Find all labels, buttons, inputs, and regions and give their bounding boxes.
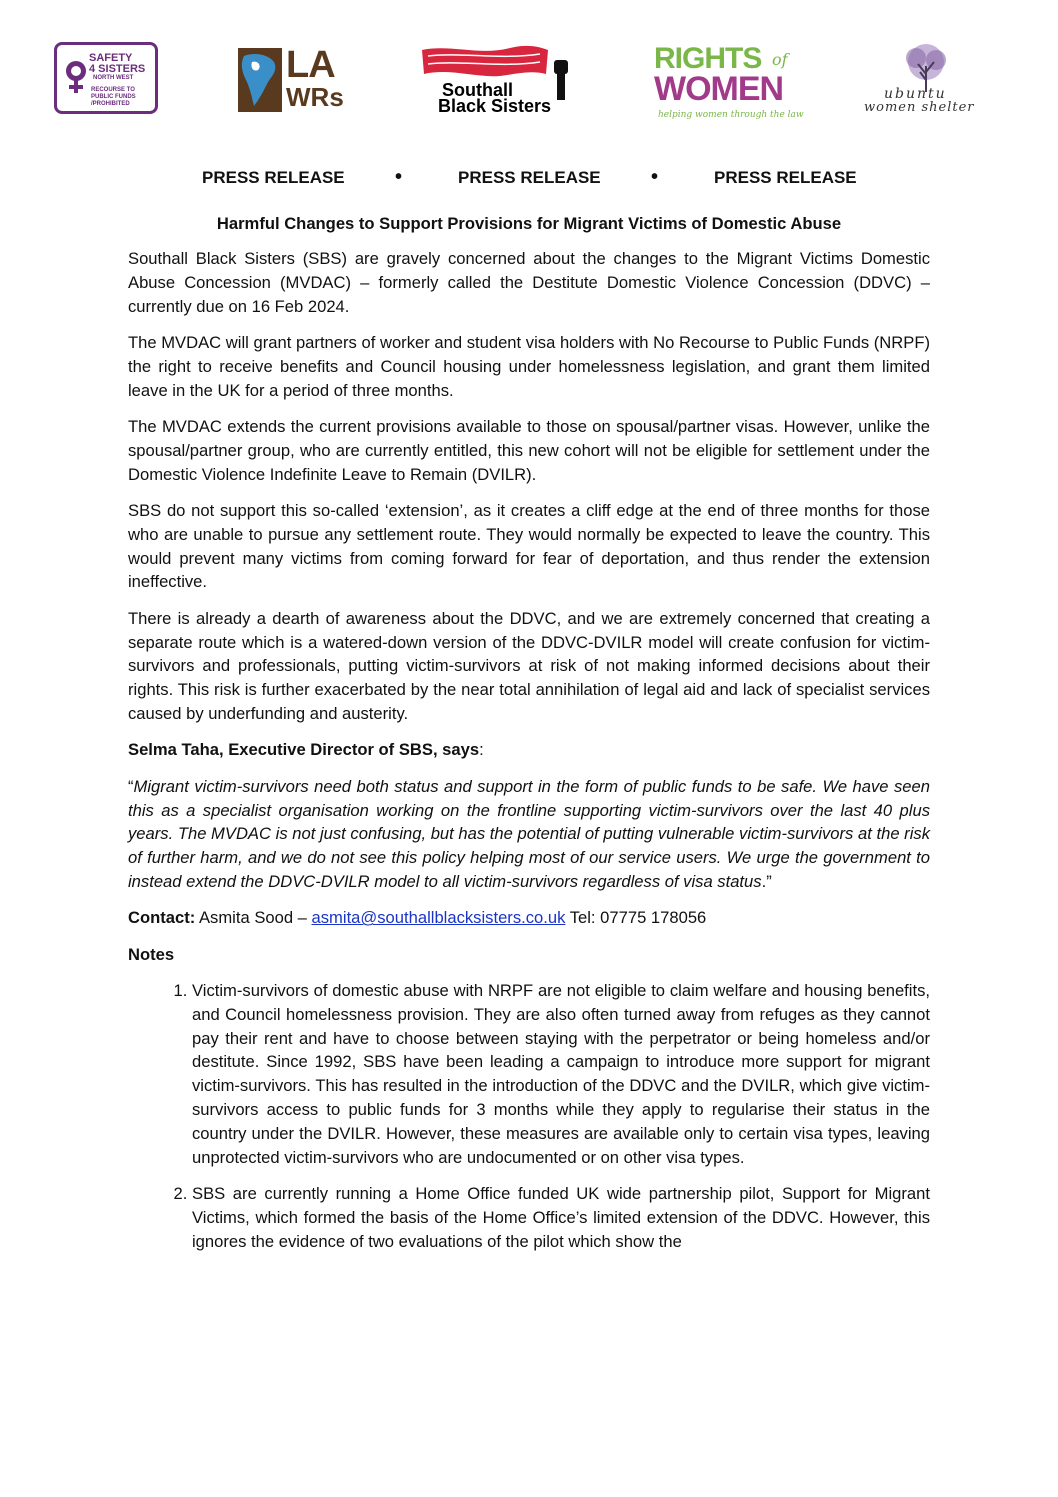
press-release-label-1: PRESS RELEASE	[202, 168, 345, 187]
s4s-line1: SAFETY	[89, 52, 133, 64]
lawrs-line2: WRs	[286, 82, 344, 112]
row-tagline: helping women through the law	[658, 110, 804, 120]
contact-tel: Tel: 07775 178056	[565, 908, 707, 928]
paragraph-3: The MVDAC extends the current provisions available to those on spousal/partner visas. However, unlike the spousal/partner group, who are currently entitled, this new cohort will not be eligible for settlement under the Domestic Violence Indefinite Leave to Remain (DVILR).	[128, 416, 930, 484]
notes-item-1: 1. Victim-survivors of domestic abuse with NRPF are not eligible to claim welfare and housing benefits, and Council homelessness provision. They are also often turned away from refuges as they cannot pay their rent and have to choose between staying with the perpetrator or being homeless and/or destitute. Since 1992, SBS have been leading a campaign to introduce more support for migrant victim-survivors. This has resulted in the introduction of the DDVC and the DVILR, which give victim-survivors access to public funds for 3 months while they apply to regularise their status in the country under the DVILR. However, these measures are available only to certain visa types, leaving unprotected victim-survivors who are undocumented or on other visa types.	[192, 979, 930, 1169]
press-bullet-1: •	[395, 166, 403, 188]
contact-label: Contact:	[128, 908, 196, 928]
row-line1: RIGHTS	[654, 42, 762, 75]
s4s-line5: PUBLIC FUNDS /PROHIBITED	[91, 94, 136, 107]
document-body	[128, 212, 930, 1266]
press-release-label-3: PRESS RELEASE	[714, 168, 857, 187]
rights-of-women-logo	[654, 42, 804, 120]
ubuntu-logo	[862, 42, 982, 118]
sbs-logo	[420, 44, 580, 116]
safety4sisters-logo	[54, 42, 158, 114]
paragraph-2: The MVDAC will grant partners of worker and student visa holders with No Recourse to Public Funds (NRPF) the right to receive benefits and Council housing under homelessness legislation, and grant them limited leave in the UK for a period of three months.	[128, 332, 930, 400]
venus-symbol-icon	[63, 59, 89, 95]
s4s-line3: NORTH WEST	[93, 75, 134, 81]
ubuntu-line1: ubuntu	[884, 86, 947, 102]
lawrs-logo	[238, 44, 344, 112]
contact-email-link[interactable]: asmita@southallblacksisters.co.uk	[311, 908, 566, 928]
s4s-line4: RECOURSE TO	[91, 87, 135, 93]
sbs-line2: Black Sisters	[438, 96, 552, 116]
paragraph-1: Southall Black Sisters (SBS) are gravely concerned about the changes to the Migrant Victims Domestic Abuse Concession (MVDAC) – formerly called the Destitute Domestic Violence Concession (DDVC) – currently due on 16 Feb 2024.	[128, 249, 930, 316]
row-line2: WOMEN	[654, 70, 784, 108]
notes-heading: Notes	[128, 944, 175, 964]
press-bullet-2: •	[651, 166, 659, 188]
s4s-line2: 4 SISTERS	[89, 63, 146, 75]
lawrs-line1: LA	[286, 44, 335, 86]
ubuntu-line2: women shelter	[864, 100, 975, 115]
press-release-label-2: PRESS RELEASE	[458, 168, 601, 187]
notes-list	[128, 979, 930, 1253]
press-release-row	[0, 168, 1058, 190]
latin-america-map-icon	[238, 48, 282, 112]
raised-fist-icon	[548, 58, 574, 102]
quote-open-mark: “	[128, 776, 134, 796]
speaker-line	[128, 738, 930, 762]
quote-text: Migrant victim-survivors need both status and support in the form of public funds to be safe. We have seen this as a specialist organisation working on the frontline supporting victim-survivors over the last 40 plus years. The MVDAC is not just confusing, but has the potential of putting vulnerable victim-survivors at the risk of further harm, and we do not see this policy helping most of our service users. We urge the government to instead extend the DDVC-DVILR model to all victim-survivors regardless of visa status	[128, 776, 930, 891]
contact-line	[128, 906, 930, 930]
contact-name: Asmita Sood –	[195, 908, 312, 928]
row-of: of	[772, 50, 788, 69]
speaker-name: Selma Taha, Executive Director of SBS, says	[128, 740, 480, 760]
quote-paragraph	[128, 775, 930, 894]
speaker-colon: :	[479, 740, 484, 760]
document-title: Harmful Changes to Support Provisions for Migrant Victims of Domestic Abuse	[216, 214, 842, 233]
logo-bar	[0, 40, 1058, 120]
banner-icon	[420, 44, 550, 78]
quote-close-mark: .”	[761, 871, 772, 891]
paragraph-4: SBS do not support this so-called ‘extension’, as it creates a cliff edge at the end of three months for those who are unable to pursue any settlement route. They would normally be expected to leave the country. This would prevent many victims from coming forward for fear of deportation, and thus render the extension ineffective.	[128, 500, 930, 592]
paragraph-5: There is already a dearth of awareness about the DDVC, and we are extremely concerned that creating a separate route which is a watered-down version of the DDVC-DVILR model will create confusion for victim-survivors and professionals, putting victim-survivors at risk of not making informed decisions about their rights. This risk is further exacerbated by the near total annihilation of legal aid and lack of specialist services caused by underfunding and austerity.	[128, 608, 930, 723]
sbs-line1: Southall	[442, 80, 513, 100]
notes-item-2: 2. SBS are currently running a Home Office funded UK wide partnership pilot, Support for Migrant Victims, which formed the basis of the Home Office’s limited extension of the DDVC. However, this ignores the evidence of two evaluations of the pilot which show the	[192, 1182, 930, 1253]
